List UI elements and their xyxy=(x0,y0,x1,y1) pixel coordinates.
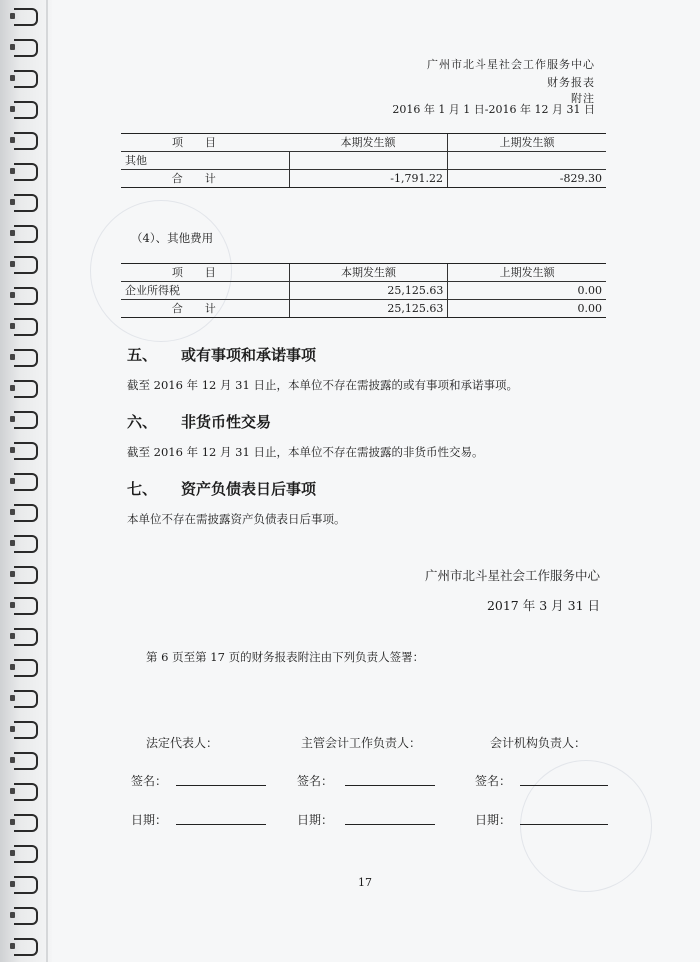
page-edge xyxy=(46,0,48,962)
date-line[interactable] xyxy=(176,824,266,825)
binder-ring xyxy=(14,566,38,584)
sign-note: 第 6 页至第 17 页的财务报表附注由下列负责人签署： xyxy=(146,650,425,664)
sign-line[interactable] xyxy=(520,785,608,786)
binder-ring xyxy=(14,318,38,336)
binder-ring xyxy=(14,752,38,770)
binder-ring xyxy=(14,535,38,553)
col-item: 项目 xyxy=(121,264,289,282)
binder-ring xyxy=(14,132,38,150)
binder-ring xyxy=(14,411,38,429)
section-title: 资产负债表日后事项 xyxy=(181,480,317,498)
dept-head-label: 会计机构负责人： xyxy=(490,736,587,750)
binder-ring xyxy=(14,845,38,863)
header-org: 广州市北斗星社会工作服务中心 xyxy=(427,58,595,71)
cell-current: -1,791.22 xyxy=(289,170,448,188)
closing-date: 2017 年 3 月 31 日 xyxy=(486,598,600,613)
table-total-row xyxy=(121,300,606,318)
sub-heading-other-expenses: （4）、其他费用 xyxy=(131,231,214,245)
section-title: 非货币性交易 xyxy=(181,413,272,431)
binder-ring xyxy=(14,628,38,646)
col-current: 本期发生额 xyxy=(289,264,448,282)
binder-ring xyxy=(14,287,38,305)
sign-line[interactable] xyxy=(345,785,435,786)
binder-ring xyxy=(14,690,38,708)
section-body: 截至 2016 年 12 月 31 日止，本单位不存在需披露的或有事项和承诺事项。 xyxy=(127,378,518,392)
date-line[interactable] xyxy=(345,824,435,825)
binder-ring xyxy=(14,225,38,243)
header-period: 2016 年 1 月 1 日-2016 年 12 月 31 日 xyxy=(392,103,595,116)
table-total-row xyxy=(121,170,606,188)
binder-ring xyxy=(14,659,38,677)
table-row xyxy=(121,282,606,300)
binder-ring xyxy=(14,783,38,801)
date-label: 日期： xyxy=(131,813,168,827)
table-other-income xyxy=(121,133,606,188)
binder-ring xyxy=(14,721,38,739)
binder-ring xyxy=(14,442,38,460)
sign-label: 签名： xyxy=(475,774,512,788)
cell-prior xyxy=(448,152,607,170)
faint-stamp xyxy=(520,760,652,892)
table-row xyxy=(121,152,606,170)
cell-current: 25,125.63 xyxy=(289,282,448,300)
cell-item: 合计 xyxy=(121,170,289,188)
binder-ring xyxy=(14,101,38,119)
section-number: 七、 xyxy=(127,480,158,498)
cell-item: 合计 xyxy=(121,300,289,318)
binder-ring xyxy=(14,473,38,491)
sign-line[interactable] xyxy=(176,785,266,786)
cell-item: 企业所得税 xyxy=(121,282,289,300)
col-prior: 上期发生额 xyxy=(448,134,607,152)
table-other-expenses xyxy=(121,263,606,318)
binder-ring xyxy=(14,70,38,88)
section-heading xyxy=(127,411,271,432)
binder-ring xyxy=(14,163,38,181)
table-header-row xyxy=(121,264,606,282)
binder-ring xyxy=(14,380,38,398)
acct-head-label: 主管会计工作负责人： xyxy=(301,736,422,750)
date-line[interactable] xyxy=(520,824,608,825)
cell-current: 25,125.63 xyxy=(289,300,448,318)
cell-prior: 0.00 xyxy=(448,300,606,318)
date-label: 日期： xyxy=(475,813,512,827)
page-number: 17 xyxy=(358,876,372,889)
section-body: 本单位不存在需披露资产负债表日后事项。 xyxy=(127,512,346,526)
binder-ring xyxy=(14,814,38,832)
binder-ring xyxy=(14,876,38,894)
legal-rep-label: 法定代表人： xyxy=(146,736,219,750)
header-notes: 附注 xyxy=(571,92,595,105)
cell-prior: 0.00 xyxy=(448,282,606,300)
cell-current xyxy=(289,152,448,170)
section-number: 五、 xyxy=(127,346,158,364)
section-body: 截至 2016 年 12 月 31 日止，本单位不存在需披露的非货币性交易。 xyxy=(127,445,484,459)
binder-ring xyxy=(14,256,38,274)
sign-label: 签名： xyxy=(297,774,334,788)
col-current: 本期发生额 xyxy=(289,134,448,152)
header-report: 财务报表 xyxy=(547,76,595,89)
col-item: 项目 xyxy=(121,134,289,152)
col-prior: 上期发生额 xyxy=(448,264,606,282)
closing-org: 广州市北斗星社会工作服务中心 xyxy=(424,568,600,583)
binder-ring xyxy=(14,907,38,925)
binder-ring xyxy=(14,938,38,956)
section-heading xyxy=(127,478,316,499)
binder-ring xyxy=(14,39,38,57)
binder-ring xyxy=(14,194,38,212)
date-label: 日期： xyxy=(297,813,334,827)
section-heading xyxy=(127,344,316,365)
binder-ring xyxy=(14,597,38,615)
sign-label: 签名： xyxy=(131,774,168,788)
cell-prior: -829.30 xyxy=(448,170,607,188)
section-number: 六、 xyxy=(127,413,158,431)
cell-item: 其他 xyxy=(121,152,289,170)
binder-ring xyxy=(14,504,38,522)
section-title: 或有事项和承诺事项 xyxy=(181,346,317,364)
binder-ring xyxy=(14,349,38,367)
binder-ring xyxy=(14,8,38,26)
table-header-row xyxy=(121,134,606,152)
